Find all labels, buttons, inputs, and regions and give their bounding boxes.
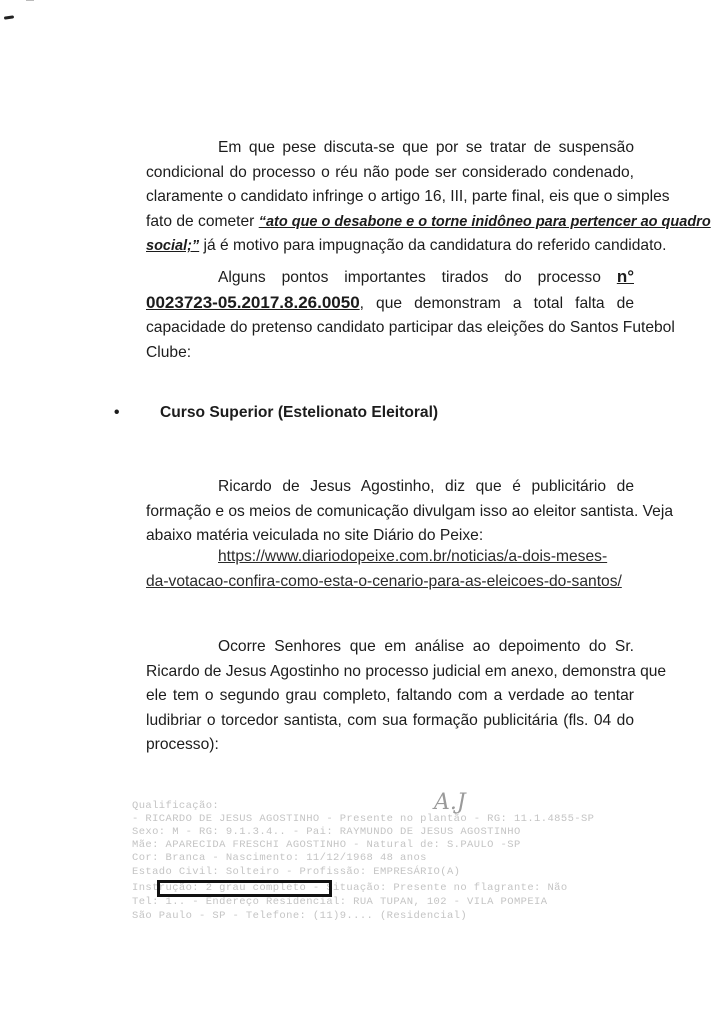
text-fragment: , que demonstram a total falta de [359,294,634,312]
quoted-statute: social;” [146,238,200,255]
link-line[interactable]: https://www.diariodopeixe.com.br/noticias/a-dois-meses- [218,548,608,565]
link-line[interactable]: da-votacao-confira-como-esta-o-cenario-para-as-eleicoes-do-santos/ [146,572,622,590]
excerpt-line: Mãe: APARECIDA FRESCHI AGOSTINHO - Natural de: S.PAULO -SP [132,839,521,851]
text-line [146,265,634,291]
text-fragment: fato de cometer [146,212,259,230]
process-number: 0023723-05.2017.8.26.0050 [146,292,360,312]
text-line: claramente o candidato infringe o artigo 16, III, parte final, eis que o simples [146,188,670,206]
education-highlight-box [157,880,332,897]
text-line: processo): [146,736,219,754]
handwritten-signature: A.J [434,790,466,815]
section-title: Curso Superior (Estelionato Eleitoral) [160,404,439,421]
text-line: formação e os meios de comunicação divulgam isso ao eleitor santista. Veja [146,502,673,520]
process-label: n° [616,267,634,286]
paragraph-process-points [146,265,675,365]
news-link[interactable] [146,545,634,594]
text-line: Ricardo de Jesus Agostinho no processo judicial em anexo, demonstra que [146,662,667,680]
excerpt-line: São Paulo - SP - Telefone: (11)9.... (Residencial) [132,910,468,922]
quoted-statute: “ato que o desabone e o torne inidôneo para pertencer ao quadro [258,213,711,230]
text-line [146,234,667,259]
excerpt-line: Tel: 1.. - Endereço Residencial: RUA TUPAN, 102 - VILA POMPEIA [132,896,548,908]
text-line: abaixo matéria veiculada no site Diário do Peixe: [146,527,484,545]
scanned-record-excerpt [130,792,630,952]
text-line: condicional do processo o réu não pode ser considerado condenado, [146,163,634,181]
paragraph-deposition [146,635,667,758]
paragraph-claim [146,475,673,549]
bullet-icon: • [114,404,120,421]
text-line: capacidade do pretenso candidato participar das eleições do Santos Futebol [146,319,675,337]
text-line: Em que pese discuta-se que por se tratar de suspensão [218,139,634,156]
excerpt-line: Qualificação: [132,800,220,812]
text-line: Ricardo de Jesus Agostinho, diz que é publicitário de [218,478,634,495]
text-line: ele tem o segundo grau completo, faltando com a verdade ao tentar [146,687,634,705]
excerpt-line: - RICARDO DE JESUS AGOSTINHO - Presente no plantão - RG: 11.1.4855-SP [132,813,595,825]
text-fragment: Alguns pontos importantes tirados do processo [218,269,617,286]
text-line [146,291,634,317]
scan-artifact [4,15,14,19]
scan-artifact [26,0,34,1]
text-line [146,210,711,235]
excerpt-line: Cor: Branca - Nascimento: 11/12/1968 48 anos [132,852,427,864]
excerpt-line: Instrução: 2 grau completo - Situação: Presente no flagrante: Não [132,882,568,894]
text-line: Ocorre Senhores que em análise ao depoimento do Sr. [218,638,634,655]
excerpt-line: Estado Civil: Solteiro - Profissão: EMPRESÁRIO(A) [132,866,461,878]
excerpt-line: Sexo: M - RG: 9.1.3.4.. - Pai: RAYMUNDO DE JESUS AGOSTINHO [132,826,521,838]
text-line: Clube: [146,343,192,361]
text-line: ludibriar o torcedor santista, com sua formação publicitária (fls. 04 do [146,711,634,729]
paragraph-suspension [146,136,711,259]
text-fragment: já é motivo para impugnação da candidatura do referido candidato. [199,237,667,255]
